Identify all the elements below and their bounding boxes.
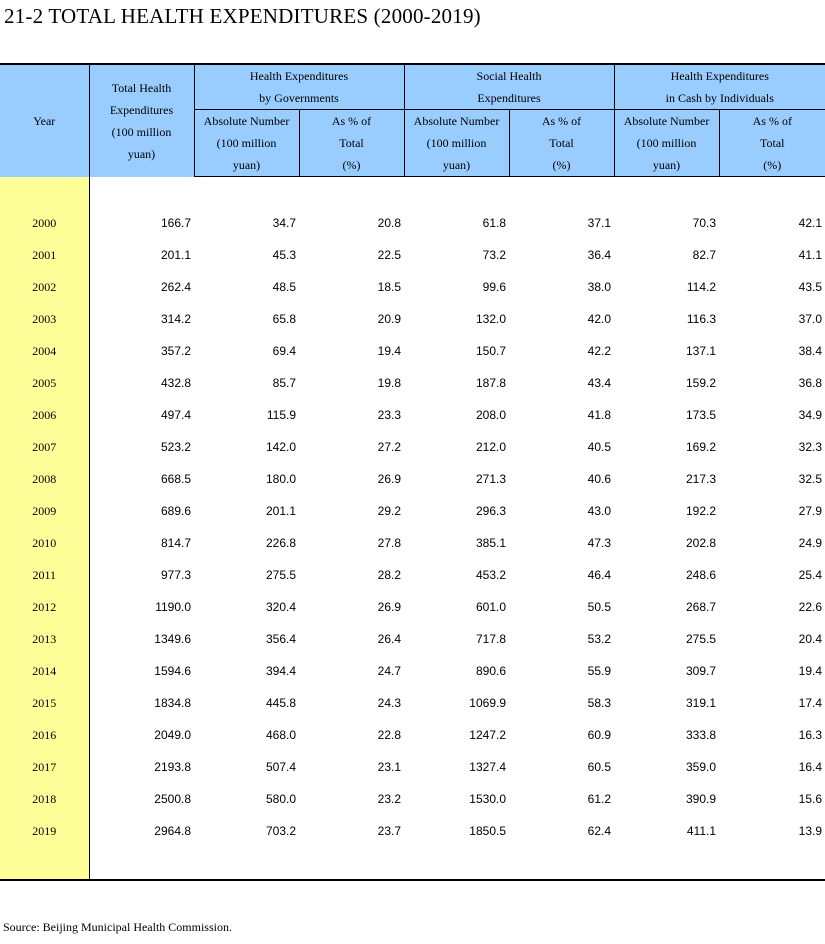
cell-indiv-pct: 24.9 <box>798 536 823 550</box>
cell-indiv-abs: 390.9 <box>685 792 717 806</box>
cell-total: 523.2 <box>160 440 191 454</box>
header-gov-line-1: Health Expenditures <box>249 69 349 83</box>
cell-year: 2010 <box>0 527 89 559</box>
header-pct-line-2: Total <box>339 136 364 150</box>
cell-gov-abs: 580.0 <box>265 792 296 806</box>
cell-indiv-abs: 137.1 <box>685 344 717 358</box>
cell-gov-abs: 201.1 <box>265 504 296 518</box>
header-abs-line-1: Absolute Number <box>623 114 710 128</box>
cell-year: 2004 <box>0 335 89 367</box>
cell-indiv-pct: 32.3 <box>798 440 823 454</box>
table-row <box>0 271 825 303</box>
table-row <box>0 431 825 463</box>
cell-social-pct: 61.2 <box>587 792 612 806</box>
cell-total: 668.5 <box>160 472 191 486</box>
cell-year: 2002 <box>0 271 89 303</box>
cell-social-abs: 1069.9 <box>469 696 506 710</box>
header-social-line-2: Expenditures <box>477 91 541 105</box>
header-pct-line-2: Total <box>549 136 574 150</box>
cell-total: 1834.8 <box>154 696 191 710</box>
cell-total: 201.1 <box>160 248 191 262</box>
table-row <box>0 463 825 495</box>
cell-social-abs: 150.7 <box>475 344 506 358</box>
cell-social-pct: 62.4 <box>587 824 612 838</box>
cell-total: 1349.6 <box>154 632 191 646</box>
cell-indiv-abs: 116.3 <box>686 312 717 326</box>
cell-social-pct: 40.5 <box>587 440 612 454</box>
cell-total: 1594.6 <box>154 664 191 678</box>
cell-indiv-pct: 37.0 <box>798 312 823 326</box>
expenditure-table <box>0 63 825 881</box>
cell-total: 814.7 <box>160 536 191 550</box>
cell-social-pct: 41.8 <box>587 408 612 422</box>
header-pct-line-1: As % of <box>752 114 792 128</box>
cell-year: 2011 <box>0 559 89 591</box>
cell-gov-pct: 20.9 <box>377 312 401 326</box>
cell-indiv-pct: 32.5 <box>798 472 823 486</box>
cell-gov-abs: 275.5 <box>265 568 296 582</box>
cell-year: 2015 <box>0 687 89 719</box>
cell-indiv-abs: 309.7 <box>685 664 717 678</box>
cell-social-pct: 60.5 <box>587 760 612 774</box>
header-indiv-abs <box>614 110 719 177</box>
cell-indiv-pct: 38.4 <box>798 344 823 358</box>
table-row <box>0 815 825 847</box>
cell-indiv-pct: 19.4 <box>798 664 823 678</box>
cell-gov-abs: 48.5 <box>272 280 296 294</box>
table-row <box>0 495 825 527</box>
table-row <box>0 591 825 623</box>
table-row <box>0 239 825 271</box>
header-pct-line-1: As % of <box>541 114 582 128</box>
spacer-row <box>0 847 825 880</box>
cell-year: 2005 <box>0 367 89 399</box>
cell-year: 2014 <box>0 655 89 687</box>
cell-social-abs: 717.8 <box>475 632 506 646</box>
cell-gov-abs: 507.4 <box>265 760 296 774</box>
table-row <box>0 751 825 783</box>
cell-social-pct: 50.5 <box>587 600 612 614</box>
cell-gov-pct: 26.9 <box>377 472 401 486</box>
cell-social-abs: 1850.5 <box>469 824 506 838</box>
cell-gov-abs: 115.9 <box>266 408 296 422</box>
table-row <box>0 303 825 335</box>
cell-gov-pct: 27.2 <box>377 440 401 454</box>
cell-indiv-abs: 202.8 <box>685 536 717 550</box>
cell-gov-pct: 23.3 <box>377 408 401 422</box>
cell-social-abs: 61.8 <box>482 216 506 230</box>
header-abs-line-1: Absolute Number <box>203 114 290 128</box>
cell-year: 2008 <box>0 463 89 495</box>
header-social-abs <box>404 110 509 177</box>
header-total-line-1: Total Health <box>111 80 172 95</box>
cell-indiv-abs: 411.1 <box>686 824 717 838</box>
cell-total: 689.6 <box>160 504 191 518</box>
header-indiv-line-2: in Cash by Individuals <box>665 91 774 105</box>
cell-indiv-pct: 13.9 <box>798 824 823 838</box>
cell-gov-pct: 22.8 <box>377 728 401 742</box>
cell-social-pct: 58.3 <box>587 696 612 710</box>
cell-indiv-abs: 70.3 <box>692 216 717 230</box>
header-gov-pct <box>299 110 404 177</box>
cell-social-abs: 385.1 <box>475 536 506 550</box>
cell-indiv-pct: 36.8 <box>798 376 823 390</box>
cell-social-pct: 42.2 <box>587 344 612 358</box>
cell-indiv-pct: 16.4 <box>798 760 823 774</box>
cell-gov-pct: 28.2 <box>377 568 401 582</box>
cell-indiv-abs: 217.3 <box>685 472 717 486</box>
cell-social-abs: 99.6 <box>482 280 506 294</box>
cell-indiv-pct: 34.9 <box>798 408 823 422</box>
header-abs-line-3: yuan) <box>652 158 681 172</box>
cell-year: 2012 <box>0 591 89 623</box>
cell-total: 357.2 <box>160 344 191 358</box>
cell-social-abs: 271.3 <box>475 472 506 486</box>
cell-social-abs: 132.0 <box>475 312 506 326</box>
cell-gov-pct: 24.3 <box>377 696 401 710</box>
header-abs-line-1: Absolute Number <box>413 114 500 128</box>
cell-total: 262.4 <box>160 280 191 294</box>
cell-social-pct: 60.9 <box>587 728 612 742</box>
cell-year: 2003 <box>0 303 89 335</box>
header-abs-line-2: (100 million <box>636 136 697 150</box>
page-title: 21-2 TOTAL HEALTH EXPENDITURES (2000-2019) <box>4 4 481 28</box>
cell-social-abs: 212.0 <box>475 440 506 454</box>
cell-total: 2193.8 <box>154 760 191 774</box>
cell-social-pct: 40.6 <box>587 472 612 486</box>
cell-year: 2001 <box>0 239 89 271</box>
cell-total: 314.2 <box>160 312 191 326</box>
cell-gov-pct: 23.1 <box>377 760 401 774</box>
cell-year: 2013 <box>0 623 89 655</box>
table-body <box>0 177 825 881</box>
cell-social-abs: 73.2 <box>482 248 506 262</box>
header-gov-line-2: by Governments <box>259 91 339 105</box>
header-total-line-2: Expenditures <box>109 102 174 117</box>
cell-gov-pct: 29.2 <box>377 504 401 518</box>
cell-social-abs: 1530.0 <box>469 792 506 806</box>
cell-gov-pct: 26.4 <box>377 632 401 646</box>
cell-social-abs: 601.0 <box>475 600 506 614</box>
table-row <box>0 655 825 687</box>
cell-total: 497.4 <box>160 408 191 422</box>
cell-social-abs: 296.3 <box>475 504 506 518</box>
table-row <box>0 399 825 431</box>
cell-gov-pct: 23.2 <box>377 792 401 806</box>
header-pct-line-2: Total <box>760 136 785 150</box>
cell-gov-pct: 19.4 <box>377 344 401 358</box>
header-social-group <box>404 64 614 110</box>
header-pct-line-3: (%) <box>552 158 571 172</box>
header-abs-line-2: (100 million <box>216 136 277 150</box>
cell-indiv-abs: 359.0 <box>685 760 717 774</box>
header-indiv-pct <box>719 110 825 177</box>
cell-indiv-pct: 15.6 <box>798 792 823 806</box>
table-row <box>0 335 825 367</box>
cell-year: 2007 <box>0 431 89 463</box>
cell-year: 2006 <box>0 399 89 431</box>
cell-indiv-abs: 82.7 <box>692 248 717 262</box>
cell-gov-pct: 18.5 <box>377 280 401 294</box>
cell-social-pct: 38.0 <box>587 280 612 294</box>
cell-social-pct: 47.3 <box>587 536 612 550</box>
cell-social-pct: 43.0 <box>587 504 612 518</box>
cell-gov-pct: 19.8 <box>377 376 401 390</box>
cell-indiv-abs: 275.5 <box>685 632 717 646</box>
cell-social-pct: 55.9 <box>587 664 612 678</box>
header-gov-group <box>194 64 404 110</box>
cell-indiv-abs: 159.2 <box>685 376 717 390</box>
cell-total: 432.8 <box>160 376 191 390</box>
cell-social-abs: 187.8 <box>475 376 506 390</box>
cell-gov-abs: 69.4 <box>272 344 296 358</box>
cell-gov-abs: 468.0 <box>265 728 296 742</box>
cell-gov-abs: 34.7 <box>272 216 296 230</box>
cell-indiv-abs: 114.2 <box>686 280 717 294</box>
cell-gov-abs: 394.4 <box>265 664 296 678</box>
cell-year: 2019 <box>0 815 89 847</box>
cell-indiv-pct: 17.4 <box>798 696 823 710</box>
header-social-pct <box>509 110 614 177</box>
cell-total: 977.3 <box>160 568 191 582</box>
source-note: Source: Beijing Municipal Health Commission. <box>3 920 232 934</box>
cell-total: 2964.8 <box>154 824 191 838</box>
header-pct-line-3: (%) <box>342 158 361 172</box>
cell-year: 2009 <box>0 495 89 527</box>
cell-social-pct: 43.4 <box>587 376 612 390</box>
cell-gov-pct: 24.7 <box>377 664 401 678</box>
cell-year: 2018 <box>0 783 89 815</box>
cell-indiv-abs: 319.1 <box>685 696 717 710</box>
table-row <box>0 719 825 751</box>
cell-social-pct: 53.2 <box>587 632 612 646</box>
table-row <box>0 527 825 559</box>
table-row <box>0 687 825 719</box>
cell-gov-pct: 23.7 <box>377 824 401 838</box>
cell-indiv-pct: 41.1 <box>798 248 823 262</box>
cell-indiv-abs: 169.2 <box>685 440 717 454</box>
cell-indiv-abs: 173.5 <box>685 408 717 422</box>
cell-total: 166.7 <box>160 216 191 230</box>
cell-gov-abs: 45.3 <box>272 248 296 262</box>
cell-indiv-pct: 16.3 <box>798 728 823 742</box>
spacer-row <box>0 177 825 208</box>
header-year: Year <box>0 64 89 177</box>
cell-indiv-pct: 22.6 <box>798 600 823 614</box>
header-social-line-1: Social Health <box>476 69 542 83</box>
cell-social-pct: 46.4 <box>587 568 612 582</box>
table-row <box>0 783 825 815</box>
table-row <box>0 623 825 655</box>
header-gov-abs <box>194 110 299 177</box>
cell-year: 2000 <box>0 207 89 239</box>
cell-indiv-pct: 42.1 <box>798 216 823 230</box>
header-abs-line-3: yuan) <box>442 158 471 172</box>
header-total-line-4: yuan) <box>127 146 156 161</box>
header-abs-line-2: (100 million <box>426 136 487 150</box>
cell-social-pct: 42.0 <box>587 312 612 326</box>
header-total-line-3: (100 million <box>111 124 172 139</box>
cell-indiv-pct: 43.5 <box>798 280 823 294</box>
cell-social-pct: 36.4 <box>587 248 612 262</box>
cell-social-abs: 208.0 <box>475 408 506 422</box>
cell-gov-pct: 22.5 <box>377 248 401 262</box>
table-row <box>0 367 825 399</box>
cell-gov-abs: 226.8 <box>265 536 296 550</box>
cell-year: 2016 <box>0 719 89 751</box>
cell-social-abs: 1247.2 <box>469 728 506 742</box>
cell-indiv-pct: 20.4 <box>798 632 823 646</box>
cell-gov-abs: 85.7 <box>272 376 296 390</box>
table-row <box>0 559 825 591</box>
cell-indiv-pct: 27.9 <box>798 504 823 518</box>
cell-social-abs: 890.6 <box>475 664 506 678</box>
cell-indiv-abs: 192.2 <box>685 504 717 518</box>
cell-gov-abs: 356.4 <box>265 632 296 646</box>
cell-social-pct: 37.1 <box>587 216 612 230</box>
header-total <box>89 64 194 177</box>
header-pct-line-3: (%) <box>763 158 782 172</box>
cell-gov-pct: 27.8 <box>377 536 401 550</box>
cell-indiv-abs: 248.6 <box>685 568 717 582</box>
cell-indiv-pct: 25.4 <box>798 568 823 582</box>
header-indiv-group <box>614 64 825 110</box>
cell-gov-abs: 65.8 <box>272 312 296 326</box>
cell-total: 1190.0 <box>155 600 191 614</box>
cell-social-abs: 453.2 <box>475 568 506 582</box>
cell-social-abs: 1327.4 <box>469 760 506 774</box>
cell-gov-abs: 320.4 <box>265 600 296 614</box>
cell-gov-pct: 20.8 <box>377 216 401 230</box>
header-abs-line-3: yuan) <box>232 158 261 172</box>
cell-gov-abs: 445.8 <box>265 696 296 710</box>
cell-gov-abs: 142.0 <box>265 440 296 454</box>
header-pct-line-1: As % of <box>331 114 372 128</box>
cell-gov-abs: 180.0 <box>265 472 296 486</box>
cell-indiv-abs: 268.7 <box>685 600 717 614</box>
table-row <box>0 207 825 239</box>
header-indiv-line-1: Health Expenditures <box>670 69 769 83</box>
cell-gov-pct: 26.9 <box>377 600 401 614</box>
cell-total: 2049.0 <box>154 728 191 742</box>
cell-total: 2500.8 <box>154 792 191 806</box>
cell-gov-abs: 703.2 <box>265 824 296 838</box>
cell-indiv-abs: 333.8 <box>685 728 717 742</box>
cell-year: 2017 <box>0 751 89 783</box>
